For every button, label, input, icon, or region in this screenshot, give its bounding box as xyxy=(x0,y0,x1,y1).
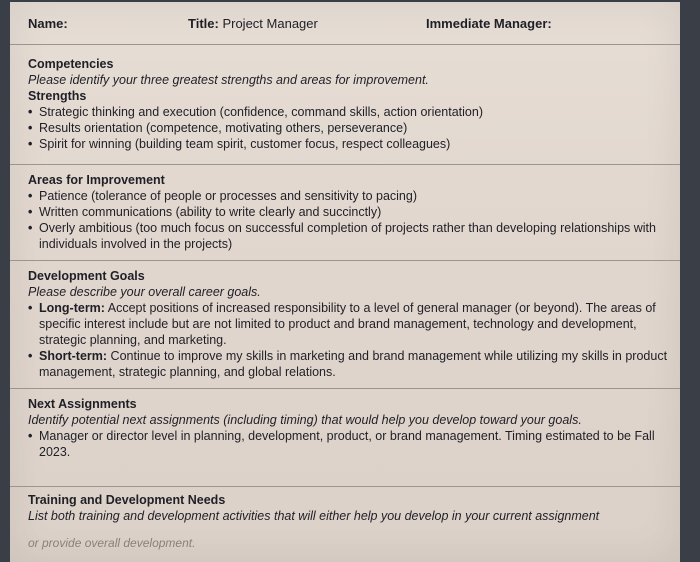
training-instruction: List both training and development activities that will either help you develop in your current assignment xyxy=(28,509,600,523)
improvement-list xyxy=(28,188,668,252)
goals-instruction: Please describe your overall career goals. xyxy=(28,285,261,299)
assignments-heading: Next Assignments xyxy=(28,397,137,411)
training-heading: Training and Development Needs xyxy=(28,493,226,507)
list-item: • Results orientation (competence, motivating others, perseverance) xyxy=(28,120,668,136)
list-item xyxy=(28,348,668,380)
competencies-section xyxy=(10,44,680,165)
list-item: • Spirit for winning (building team spirit, customer focus, respect colleagues) xyxy=(28,136,668,152)
short-term-label: Short-term: xyxy=(39,349,108,363)
list-item: • Patience (tolerance of people or processes and sensitivity to pacing) xyxy=(28,188,668,204)
form-header-row xyxy=(10,2,680,45)
immediate-manager-label: Immediate Manager: xyxy=(426,16,552,31)
strengths-label: Strengths xyxy=(28,89,87,103)
list-item: • Strategic thinking and execution (confidence, command skills, action orientation) xyxy=(28,104,668,120)
assignments-list xyxy=(28,428,668,460)
training-section xyxy=(10,486,680,562)
improvement-section xyxy=(10,164,680,261)
training-instruction-continued: or provide overall development. xyxy=(28,536,196,550)
short-term-text: Continue to improve my skills in marketing and brand management while utilizing my skills in product management, strategic planning, and global relations. xyxy=(39,349,668,379)
assignments-section xyxy=(10,388,680,487)
list-item: • Written communications (ability to write clearly and succinctly) xyxy=(28,204,668,220)
strengths-list xyxy=(28,104,668,152)
long-term-text: Accept positions of increased responsibility to a level of general manager (or beyond). The areas of specific interest include but are not limited to product and brand management, technology and development, strategic planning, and marketing. xyxy=(39,301,656,347)
list-item: • Overly ambitious (too much focus on successful completion of projects rather than developing relationships with individuals involved in the projects) xyxy=(28,220,668,252)
competencies-heading: Competencies xyxy=(28,57,114,71)
job-title: Title: Project Manager xyxy=(188,16,318,31)
goals-heading: Development Goals xyxy=(28,269,145,283)
job-title-value: Project Manager xyxy=(222,16,318,31)
competencies-instruction: Please identify your three greatest strengths and areas for improvement. xyxy=(28,73,429,87)
idp-form-sheet xyxy=(10,2,680,562)
goals-section xyxy=(10,260,680,389)
list-item: • Manager or director level in planning, development, product, or brand management. Timing estimated to be Fall 2023. xyxy=(28,428,668,460)
long-term-label: Long-term: xyxy=(39,301,105,315)
list-item xyxy=(28,300,668,348)
improvement-heading: Areas for Improvement xyxy=(28,173,165,187)
name-label: Name: xyxy=(28,16,68,31)
assignments-instruction: Identify potential next assignments (including timing) that would help you develop toward your goals. xyxy=(28,413,582,427)
goals-list xyxy=(28,300,668,380)
